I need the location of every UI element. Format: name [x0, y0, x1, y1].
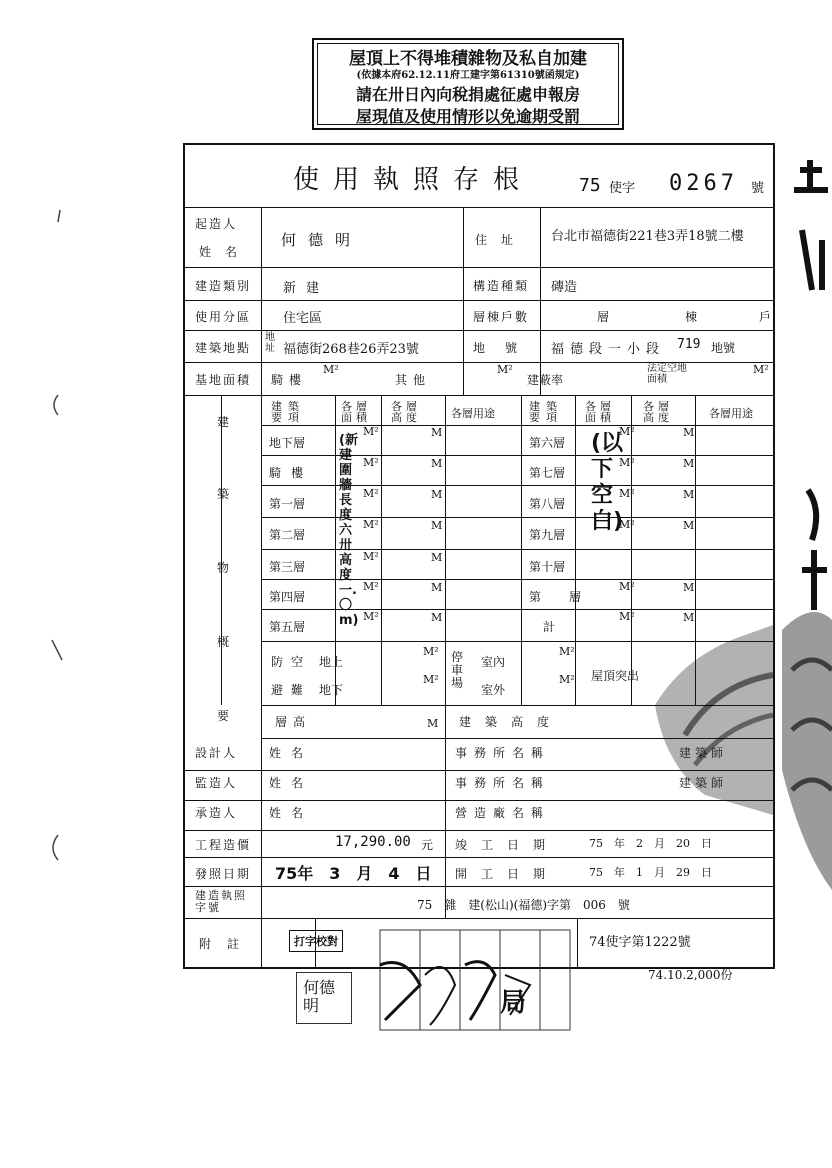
layer-height-unit: M: [427, 717, 439, 730]
floor-right-1: 第六層: [529, 436, 566, 450]
build-type-value: 新建: [283, 281, 330, 296]
contractor-firm-label: 營造廠名稱: [455, 806, 551, 820]
permit-year: 75: [579, 175, 601, 196]
shelter-label-2: 避難: [271, 683, 312, 697]
cost-unit: 元: [421, 838, 434, 852]
owner-name: 何德明: [281, 231, 363, 249]
other-unit: M²: [497, 363, 513, 376]
u14: M: [431, 611, 443, 624]
notice-line-3: 請在卅日內向稅捐處征處申報房: [355, 85, 580, 104]
hdr-height-right: 各層高度: [643, 400, 673, 424]
build-type-label: 建造類別: [195, 279, 252, 293]
name-seal: [296, 972, 352, 1024]
u23: M²: [619, 580, 635, 593]
floor-left-4: 第二層: [269, 528, 306, 542]
bldg-side-3: 物: [217, 561, 230, 575]
permit-prefix: 使字: [609, 181, 636, 196]
floor-right-7: 計: [543, 620, 556, 634]
roof-label: 屋頂突出: [591, 669, 640, 683]
u25: M²: [619, 610, 635, 623]
u3: M²: [363, 456, 379, 469]
supervisor-office-label: 事務所名稱: [455, 776, 551, 790]
designer-office-label: 事務所名稱: [455, 746, 551, 760]
floor-left-2: 騎樓: [269, 466, 314, 480]
cost-label: 工程造價: [195, 838, 252, 852]
site-label: 建築地點: [195, 341, 252, 355]
designer-name-label: 姓名: [269, 746, 314, 760]
contractor-label: 承造人: [195, 806, 238, 820]
u15: M²: [619, 425, 635, 438]
lot-suffix: 地號: [711, 341, 736, 355]
issue-date: 75年 3 月 4 日: [275, 864, 432, 883]
u1: M²: [363, 425, 379, 438]
shelter-below-unit: M²: [423, 673, 439, 686]
u10: M: [431, 551, 443, 564]
bldg-side-4: 概: [217, 635, 230, 649]
bldg-side-1: 建: [217, 415, 230, 429]
zoning-value: 住宅區: [283, 311, 323, 326]
name-seal-text: 何德明: [303, 978, 336, 1015]
floor-left-5: 第三層: [269, 560, 306, 574]
units-floor: 層: [597, 310, 610, 324]
proof-stamp: 打字校對: [289, 930, 343, 952]
lot-number: 719: [677, 337, 701, 352]
u8: M: [431, 519, 443, 532]
structure-value: 磚造: [551, 280, 578, 295]
open-space-unit: M²: [753, 363, 769, 376]
u2: M: [431, 426, 443, 439]
u6: M: [431, 488, 443, 501]
parking-indoor: 室內: [481, 655, 506, 669]
units-household: 戶: [759, 310, 772, 324]
start-label: 開工日期: [455, 867, 560, 881]
hdr-item-left: 建築要項: [271, 400, 305, 424]
other-label: 其他: [395, 373, 432, 387]
u4: M: [431, 457, 443, 470]
binding-marks: [40, 200, 70, 900]
completion-date: 75 年 2 月 20 日: [589, 837, 712, 850]
vertical-note-wall: (新建圍牆長度六卅高度一.〇m): [339, 433, 359, 628]
permit-no-label: 建造執照字號: [195, 889, 247, 914]
u21: M²: [619, 518, 635, 531]
scan-smudge-table: [645, 615, 773, 815]
u13: M²: [363, 610, 379, 623]
u11: M²: [363, 580, 379, 593]
u5: M²: [363, 487, 379, 500]
shelter-label-1: 防空: [271, 655, 312, 669]
coverage-label: 建蔽率: [527, 373, 564, 387]
layer-height-label: 層高: [275, 715, 312, 729]
u24: M: [683, 581, 695, 594]
permit-form: [183, 143, 775, 969]
permit-number: 0267: [669, 171, 738, 196]
issue-label: 發照日期: [195, 867, 252, 881]
site-address: 福德街268巷26弄23號: [283, 342, 419, 357]
owner-label-2: 姓名: [199, 245, 252, 259]
arcade-unit: M²: [323, 363, 339, 376]
form-title: 使用執照存根: [293, 165, 534, 195]
open-space-label: 法定空地面積: [647, 363, 687, 385]
floor-right-5: 第十層: [529, 560, 566, 574]
addr-label: 住址: [475, 233, 528, 247]
hdr-height-left: 各層高度: [391, 400, 421, 424]
note-value: 74使字第1222號: [589, 935, 691, 950]
hdr-area-right: 各層面積: [585, 400, 615, 424]
hdr-area-left: 各層面積: [341, 400, 371, 424]
floor-left-6: 第四層: [269, 590, 306, 604]
completion-label: 竣工日期: [455, 838, 560, 852]
u20: M: [683, 488, 695, 501]
bldg-side-2: 築: [217, 487, 230, 501]
adjacent-page-edge: [772, 150, 832, 920]
permit-no-value: 75 雜 建(松山)(福德)字第 006 號: [417, 898, 630, 912]
building-height-label: 建築高度: [459, 715, 564, 729]
print-mark: 74.10.2,000份: [648, 968, 733, 982]
u22: M: [683, 519, 695, 532]
floor-right-2: 第七層: [529, 466, 566, 480]
designer-arch: 建築師: [679, 746, 728, 760]
vertical-note-blank: (以下空白): [591, 431, 624, 534]
shelter-above: 地上: [319, 655, 344, 669]
u26: M: [683, 611, 695, 624]
units-label: 層棟戶數: [473, 310, 530, 324]
u7: M²: [363, 518, 379, 531]
floor-right-4: 第九層: [529, 528, 566, 542]
structure-label: 構造種類: [473, 279, 530, 293]
supervisor-label: 監造人: [195, 776, 238, 790]
u19: M²: [619, 487, 635, 500]
floor-left-1: 地下層: [269, 436, 306, 450]
designer-label: 設計人: [195, 746, 238, 760]
u17: M²: [619, 456, 635, 469]
cost-value: 17,290.00: [335, 834, 411, 850]
hdr-use-left: 各層用途: [451, 407, 495, 420]
notice-line-1: 屋頂上不得堆積雜物及私自加建: [349, 49, 587, 69]
hdr-item-right: 建築要項: [529, 400, 563, 424]
floor-left-3: 第一層: [269, 497, 306, 511]
floor-right-3: 第八層: [529, 497, 566, 511]
parking-outdoor-unit: M²: [559, 673, 575, 686]
supervisor-name-label: 姓名: [269, 776, 314, 790]
contractor-name-label: 姓名: [269, 806, 314, 820]
notice-stamp: [312, 38, 624, 130]
parking-label: 停車場: [451, 650, 464, 690]
owner-address: 台北市福德街221巷3弄18號二樓: [551, 229, 744, 244]
parking-outdoor: 室外: [481, 683, 506, 697]
shelter-below: 地下: [319, 683, 344, 697]
supervisor-arch: 建築師: [679, 776, 728, 790]
units-building: 棟: [685, 310, 698, 324]
permit-suffix: 號: [751, 181, 765, 196]
bldg-side-5: 要: [217, 709, 230, 723]
u12: M: [431, 581, 443, 594]
floor-right-6: 第 層: [529, 590, 590, 604]
lot-label: 地號: [473, 341, 538, 355]
start-date: 75 年 1 月 29 日: [589, 866, 712, 879]
base-area-label: 基地面積: [195, 373, 252, 387]
notice-line-2: (依據本府62.12.11府工建字第61310號函規定): [356, 70, 580, 81]
note-label: 附註: [199, 937, 256, 951]
parking-indoor-unit: M²: [559, 645, 575, 658]
shelter-above-unit: M²: [423, 645, 439, 658]
signature-mark: 局: [500, 988, 527, 1018]
u18: M: [683, 457, 695, 470]
hdr-use-right: 各層用途: [709, 407, 753, 420]
arcade-label: 騎樓: [271, 373, 308, 387]
notice-line-4: 屋現值及使用情形以免逾期受罰: [355, 107, 580, 126]
zoning-label: 使用分區: [195, 310, 252, 324]
owner-label-1: 起造人: [195, 217, 238, 231]
lot-section: 福德段一小段: [551, 342, 666, 357]
floor-left-7: 第五層: [269, 620, 306, 634]
site-sublabel: 地址: [265, 332, 275, 354]
u16: M: [683, 426, 695, 439]
approval-stamps: [360, 925, 580, 1035]
u9: M²: [363, 550, 379, 563]
